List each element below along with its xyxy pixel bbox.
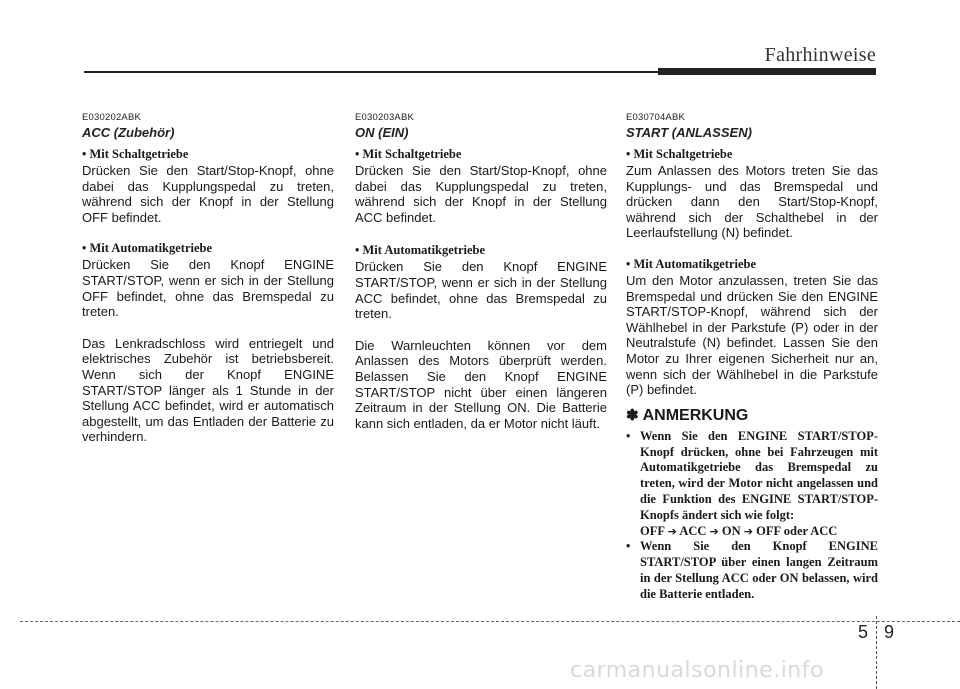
subheading-automatic: • Mit Automatikgetriebe xyxy=(355,243,486,258)
column-acc xyxy=(82,112,334,461)
section-code: E030202ABK xyxy=(82,112,142,123)
section-heading: ON (EIN) xyxy=(355,125,409,140)
note-title xyxy=(626,406,878,425)
state-sequence xyxy=(640,524,878,540)
note-item-text: Wenn Sie den ENGINE START/STOP-Knopf drücken, ohne bei Fahrzeugen mit Automatikgetriebe das Bremspedal zu treten, wird der Motor nicht angelassen und die Funktion des ENGINE START/STOP-Knopfs ändert sich wie folgt: xyxy=(640,428,878,522)
column-start xyxy=(626,112,878,602)
watermark: carmanualsonline.info xyxy=(570,658,824,683)
paragraph-manual: Drücken Sie den Start/Stop-Knopf, ohne dabei das Kupplungspedal zu treten, während sich der Knopf in der Stellung OFF befindet. xyxy=(82,163,334,225)
state-off-or-acc: OFF oder ACC xyxy=(756,523,838,538)
arrow-right-icon: ➔ xyxy=(743,524,753,538)
header-rule-thick xyxy=(658,68,876,75)
header-rule-thin xyxy=(84,71,660,73)
bullet-icon: • xyxy=(626,539,631,554)
header-title: Fahrhinweise xyxy=(764,44,876,66)
section-code: E030203ABK xyxy=(355,112,415,123)
subheading-automatic: • Mit Automatikgetriebe xyxy=(82,241,213,256)
page-number: 9 xyxy=(884,622,895,642)
paragraph-automatic: Um den Motor anzulassen, treten Sie das Bremspedal und drücken Sie den ENGINE START/STOP-Knopf, während sich der Wählhebel in der Parkstufe (P) oder in der Neutralstufe (N) befindet. Lassen Sie den Motor zu Ihrer eigenen Sicherheit nur an, wenn sich der Wählhebel in die Parkstufe (P) befindet. xyxy=(626,272,878,398)
paragraph-extra: Die Warnleuchten können vor dem Anlassen des Motors überprüft werden. Belassen Sie den Knopf ENGINE START/STOP nicht über einen längeren Zeitraum in der Stellung ON. Die Batterie kann sich entladen, da er Motor nicht läuft. xyxy=(355,337,607,431)
note-item xyxy=(626,429,878,540)
subheading-automatic: • Mit Automatikgetriebe xyxy=(626,256,757,271)
paragraph-automatic: Drücken Sie den Knopf ENGINE START/STOP, wenn er sich in der Stellung ACC befindet, ohne das Bremspedal zu treten. xyxy=(355,259,607,322)
state-acc: ACC xyxy=(679,523,707,538)
note-item xyxy=(626,539,878,602)
state-on: ON xyxy=(721,523,741,538)
subheading-manual: • Mit Schaltgetriebe xyxy=(355,147,462,161)
subheading-manual: • Mit Schaltgetriebe xyxy=(82,147,189,161)
note-star-icon: ✽ xyxy=(626,406,639,424)
subheading-manual: • Mit Schaltgetriebe xyxy=(626,147,733,161)
section-heading: ACC (Zubehör) xyxy=(82,125,175,140)
bullet-icon: • xyxy=(626,428,631,443)
paragraph-automatic: Drücken Sie den Knopf ENGINE START/STOP, wenn er sich in der Stellung OFF befindet, ohne das Bremspedal zu treten. xyxy=(82,257,334,320)
note-item-text: Wenn Sie den Knopf ENGINE START/STOP über einen langen Zeitraum in der Stellung ACC oder ON belassen, wird die Batterie entladen. xyxy=(640,539,878,601)
paragraph-extra: Das Lenkradschloss wird entriegelt und elektrisches Zubehör ist betriebsbereit. Wenn sich der Knopf ENGINE START/STOP länger als 1 Stunde in der Stellung ACC befindet, wird er automatisch abgestellt, um das Entladen der Batterie zu verhindern. xyxy=(82,335,334,445)
footer-rule xyxy=(20,621,960,622)
arrow-right-icon: ➔ xyxy=(667,524,677,538)
section-code: E030704ABK xyxy=(626,112,686,123)
paragraph-manual: Drücken Sie den Start/Stop-Knopf, ohne dabei das Kupplungspedal zu treten, während sich der Knopf in der Stellung ACC befindet. xyxy=(355,163,607,225)
page-number-divider xyxy=(876,616,877,689)
page-section-number: 5 xyxy=(858,622,869,642)
column-on xyxy=(355,112,607,447)
note-title-text: ANMERKUNG xyxy=(642,406,749,424)
section-heading: START (ANLASSEN) xyxy=(626,125,752,140)
arrow-right-icon: ➔ xyxy=(709,524,719,538)
paragraph-manual: Zum Anlassen des Motors treten Sie das Kupplungs- und das Bremspedal und drücken dann den Start/Stop-Knopf, während sich der Schalthebel in der Leerlaufstellung (N) befindet. xyxy=(626,163,878,241)
state-off: OFF xyxy=(640,523,665,538)
